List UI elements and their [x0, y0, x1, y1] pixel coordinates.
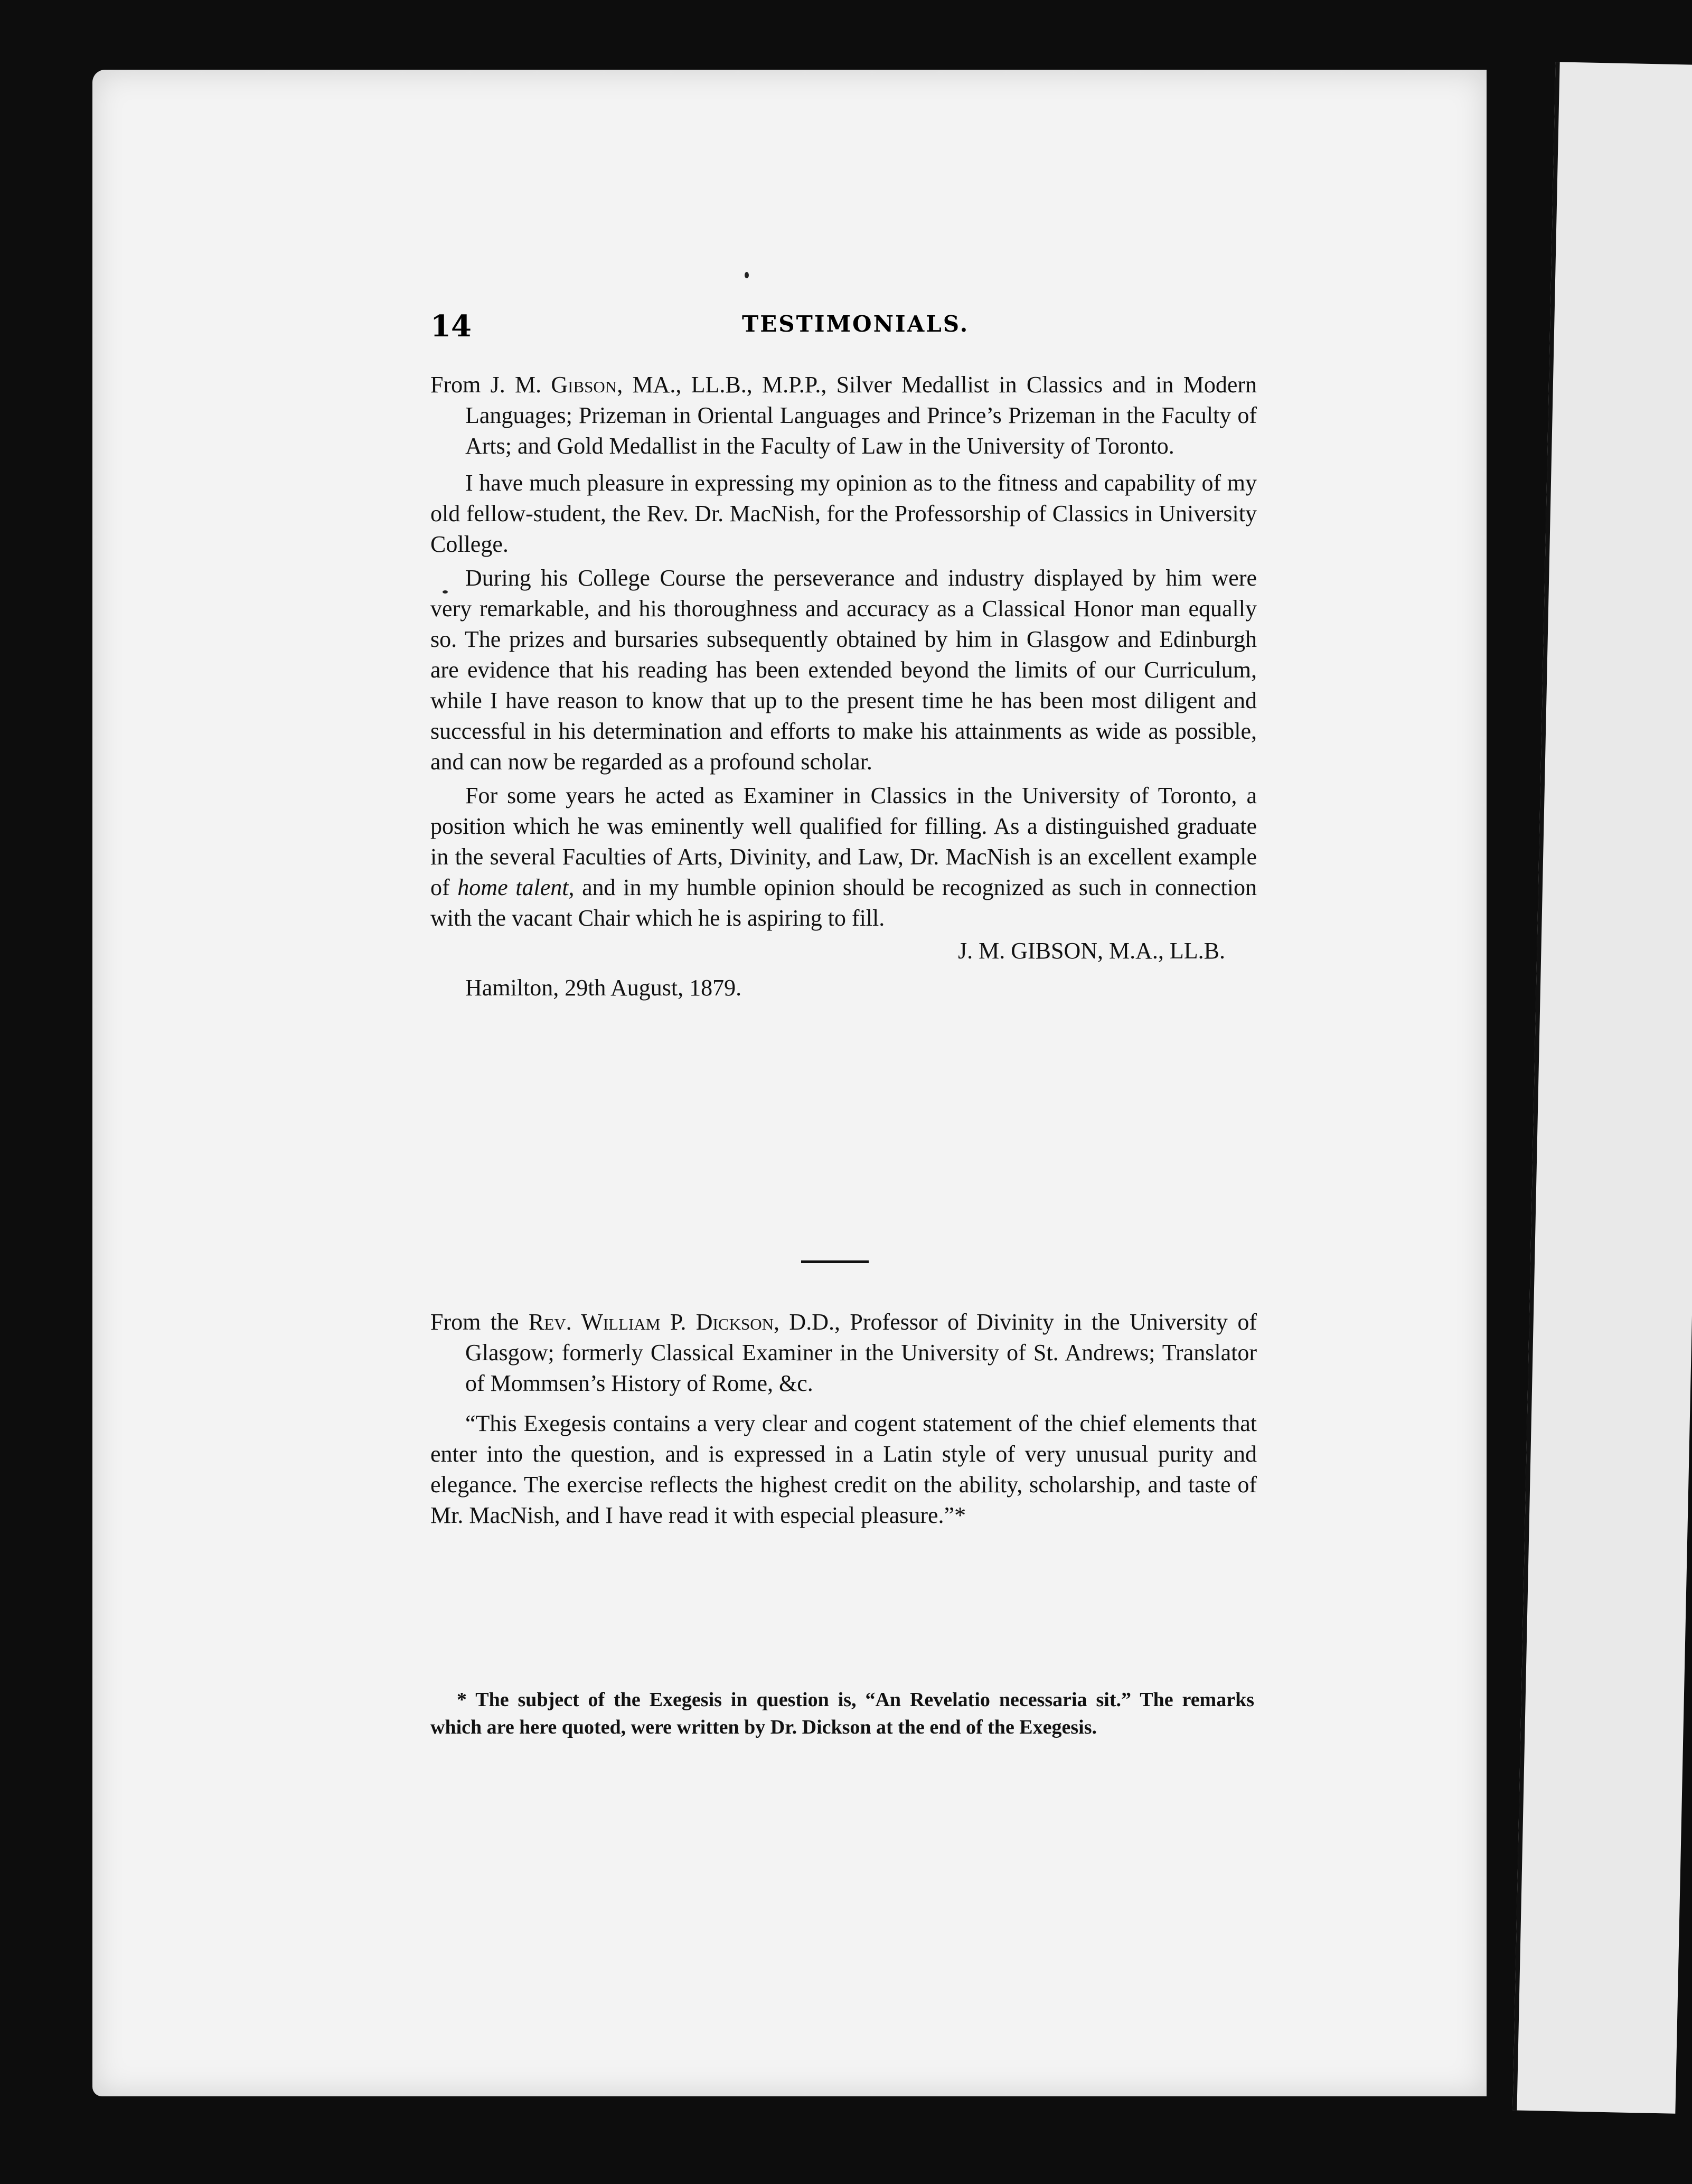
gibson-testimonial [430, 370, 1257, 1003]
scan-speck [443, 590, 448, 594]
gibson-paragraph-3: For some years he acted as Examiner in Classics in the University of Toronto, a position which he was eminently well qualified for filling. As a distinguished graduate in the several Faculties of Arts, Divinity, and Law, Dr. MacNish is an excellent example of home talent, and in my humble opinion should be recognized as such in connection with the vacant Chair which he is aspiring to fill. [430, 783, 1257, 931]
dickson-name: Rev. William P. Dickson [529, 1309, 774, 1335]
gibson-heading: From J. M. Gibson, MA., LL.B., M.P.P., Silver Medallist in Classics and in Modern Languages; Prizeman in Oriental Languages and Prince’s Prizeman in the Faculty of Arts; and Gold Medallist in the Faculty of Law in the University of Toronto. [430, 372, 1257, 459]
section-divider [801, 1260, 869, 1263]
footnote: * The subject of the Exegesis in question is, “An Revelatio necessaria sit.” The remarks which are here quoted, were written by Dr. Dickson at the end of the Exegesis. [430, 1689, 1254, 1738]
running-title: TESTIMONIALS. [742, 311, 970, 337]
page-number: 14 [430, 309, 472, 344]
running-head [430, 309, 1257, 346]
gibson-signature: J. M. GIBSON, M.A., LL.B. [957, 938, 1225, 964]
home-talent-italic: home talent [457, 874, 569, 900]
gibson-name: Gibson [551, 372, 617, 398]
gibson-dateline: Hamilton, 29th August, 1879. [465, 975, 742, 1001]
dickson-heading: From the Rev. William P. Dickson, D.D., Professor of Divinity in the University of Glasgow; formerly Classical Examiner in the University of St. Andrews; Translator of Mommsen’s History of Rome, &c. [430, 1309, 1257, 1396]
dickson-testimonial [430, 1307, 1257, 1531]
scan-speck [745, 272, 749, 278]
gibson-paragraph-2: During his College Course the perseverance and industry displayed by him were very remarkable, and his thoroughness and accuracy as a Classical Honor man equally so. The prizes and bursaries subsequently obtained by him in Glasgow and Edinburgh are evidence that his reading has been extended beyond the limits of our Curriculum, while I have reason to know that up to the present time he has been most diligent and successful in his determination and efforts to make his attainments as wide as possible, and can now be regarded as a profound scholar. [430, 565, 1257, 775]
dickson-quote: “This Exegesis contains a very clear and cogent statement of the chief elements that enter into the question, and is expressed in a Latin style of very unusual purity and elegance. The exercise reflects the highest credit on the ability, scholarship, and taste of Mr. MacNish, and I have read it with especial pleasure.”* [430, 1410, 1257, 1528]
gibson-paragraph-1: I have much pleasure in expressing my opinion as to the fitness and capability of my old fellow-student, the Rev. Dr. MacNish, for the Professorship of Classics in University College. [430, 470, 1257, 557]
